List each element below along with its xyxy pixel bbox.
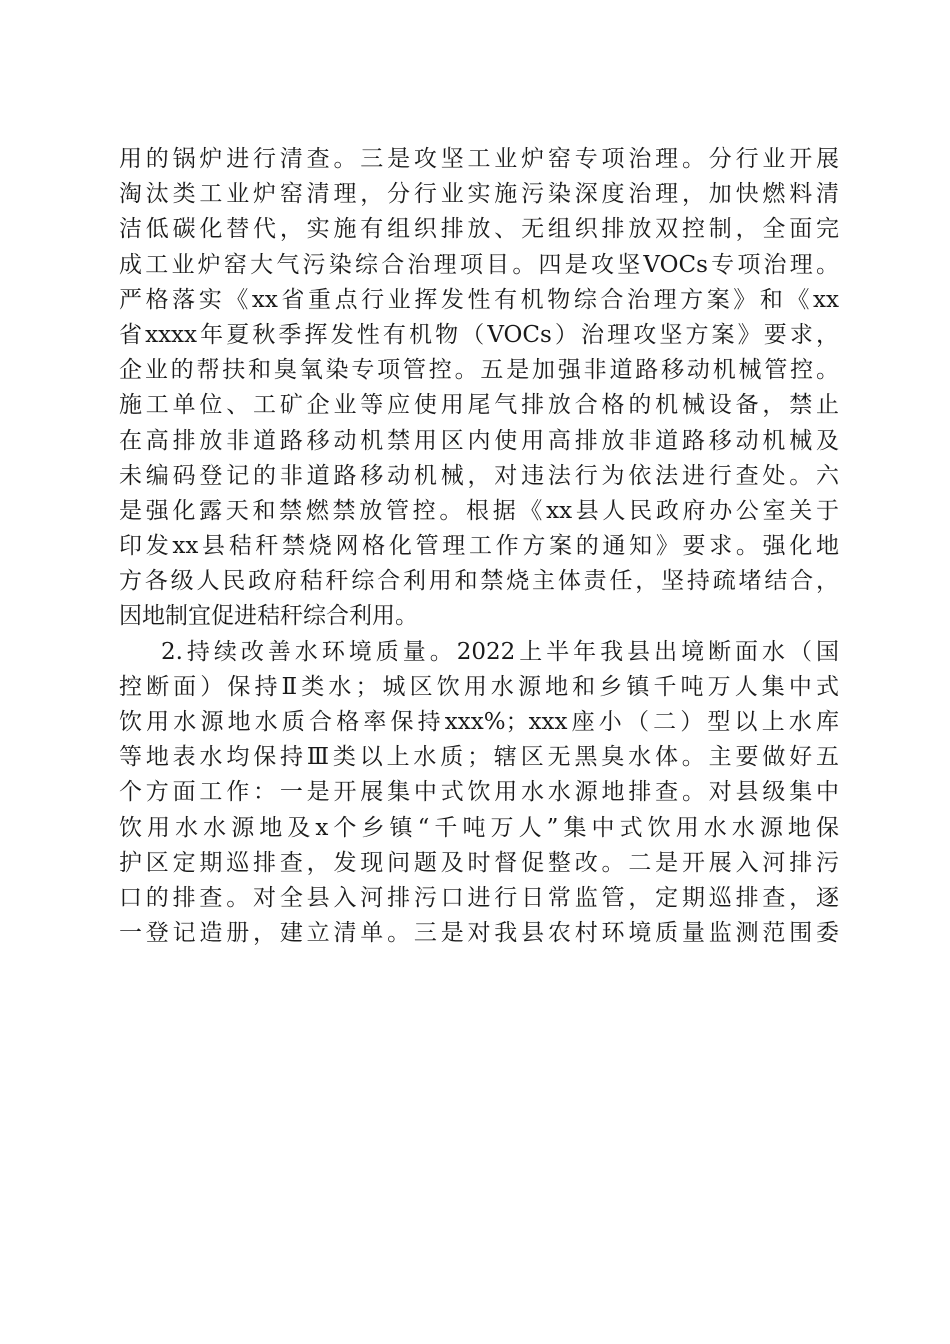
text-line: 印发xx县秸秆禁烧网格化管理工作方案的通知》要求。强化地 [119, 533, 839, 560]
text-line: 饮用水源地水质合格率保持xxx%；xxx座小（二）型以上水库 [119, 709, 839, 735]
text-line: 方各级人民政府秸秆综合利用和禁烧主体责任，坚持疏堵结合， [119, 568, 839, 595]
body-text [119, 142, 839, 951]
text-line: 未编码登记的非道路移动机械，对违法行为依法进行查处。六 [119, 462, 839, 489]
text-line: 护区定期巡排查，发现问题及时督促整改。二是开展入河排污 [119, 849, 839, 876]
text-line: 成工业炉窑大气污染综合治理项目。四是攻坚VOCs专项治理。 [119, 251, 839, 278]
text-line: 淘汰类工业炉窑清理，分行业实施污染深度治理，加快燃料清 [119, 181, 839, 208]
text-line: 控断面）保持Ⅱ类水；城区饮用水源地和乡镇千吨万人集中式 [119, 673, 839, 700]
text-line: 企业的帮扶和臭氧染专项管控。五是加强非道路移动机械管控。 [119, 357, 839, 384]
text-line: 省xxxx年夏秋季挥发性有机物（VOCs）治理攻坚方案》要求， [119, 321, 839, 348]
text-line: 2.持续改善水环境质量。2022上半年我县出境断面水（国 [161, 638, 839, 665]
text-line: 等地表水均保持Ⅲ类以上水质；辖区无黑臭水体。主要做好五 [119, 744, 839, 771]
text-line: 是强化露天和禁燃禁放管控。根据《xx县人民政府办公室关于 [119, 497, 839, 524]
text-line: 因地制宜促进秸秆综合利用。 [119, 603, 418, 630]
text-line: 用的锅炉进行清查。三是攻坚工业炉窑专项治理。分行业开展 [119, 146, 839, 172]
text-line: 口的排查。对全县入河排污口进行日常监管，定期巡排查，逐 [119, 884, 839, 911]
text-line: 一登记造册，建立清单。三是对我县农村环境质量监测范围委 [119, 920, 839, 947]
text-line: 饮用水水源地及x个乡镇“千吨万人”集中式饮用水水源地保 [119, 814, 839, 841]
text-line: 个方面工作：一是开展集中式饮用水水源地排查。对县级集中 [119, 779, 839, 806]
text-line: 洁低碳化替代，实施有组织排放、无组织排放双控制，全面完 [119, 216, 839, 243]
text-line: 施工单位、工矿企业等应使用尾气排放合格的机械设备，禁止 [119, 392, 839, 419]
text-line: 在高排放非道路移动机禁用区内使用高排放非道路移动机械及 [119, 427, 839, 454]
text-line: 严格落实《xx省重点行业挥发性有机物综合治理方案》和《xx [119, 286, 839, 313]
